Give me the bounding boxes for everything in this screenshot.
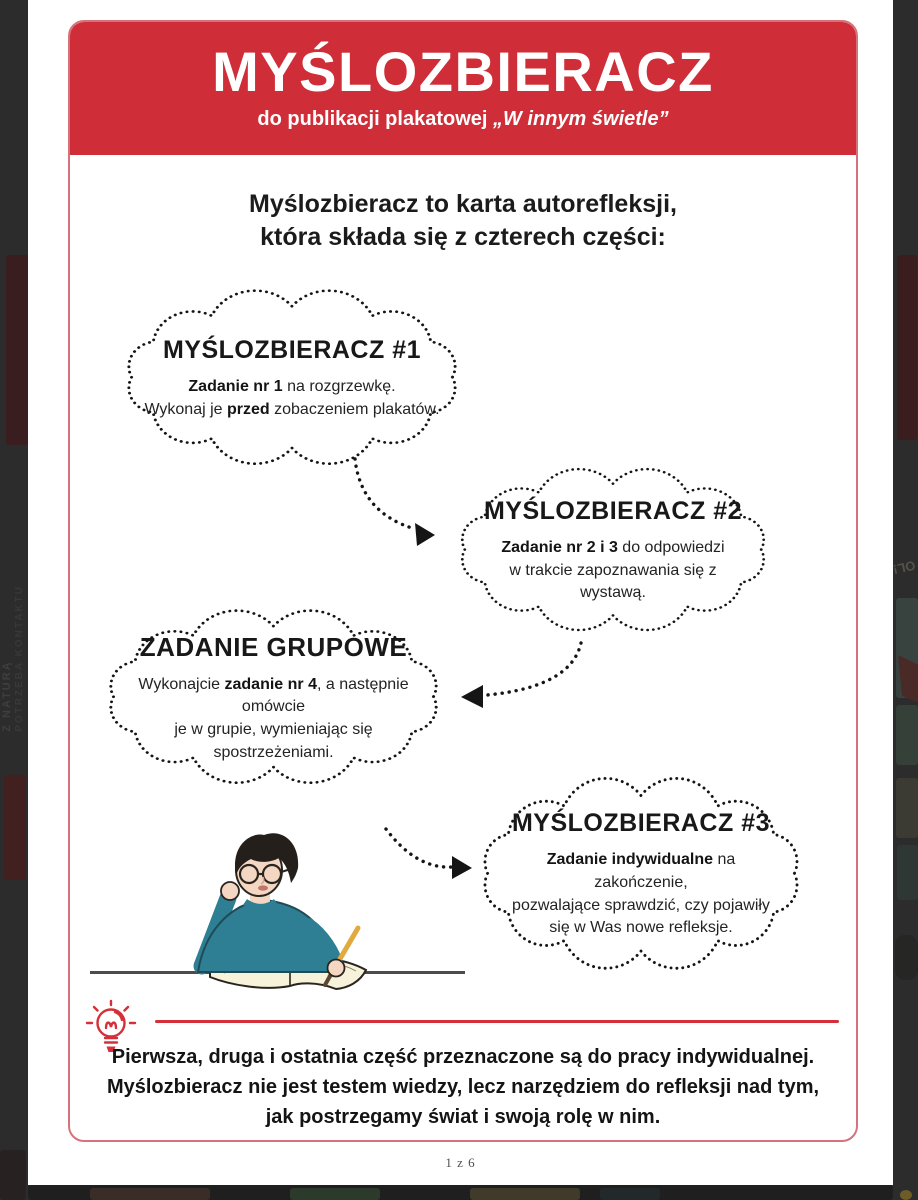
background-text: Z NATURĄ [1, 660, 13, 732]
background-bottom-fragment [900, 1190, 912, 1200]
thought-cloud-1 [108, 283, 476, 468]
person-writing-illustration [112, 830, 452, 1000]
cloud-3-text: je w grupie, wymieniając się spostrzeżeniami. [174, 721, 373, 761]
background-text: OL! [891, 557, 917, 578]
card-header [70, 22, 856, 155]
thought-cloud-4 [465, 770, 817, 973]
thought-cloud-2 [443, 462, 783, 634]
cloud-2-bold: Zadanie nr 2 i 3 [501, 538, 618, 556]
intro-text [68, 188, 858, 254]
background-bottom-fragment [470, 1188, 580, 1200]
background-thumbnail [0, 1150, 26, 1200]
cloud-2-body [477, 537, 749, 605]
document-page [28, 0, 893, 1185]
cloud-1-text: zobaczeniem plakatów. [269, 400, 440, 418]
footer-line-1: Pierwsza, druga i ostatnia część przeznaczone są do pracy indywidualnej. [111, 1046, 815, 1068]
curved-arrow-1-icon [345, 455, 440, 550]
intro-line-1: Myślozbieracz to karta autorefleksji, [249, 190, 677, 218]
page-number: 1 z 6 [445, 1155, 476, 1170]
page-subtitle [70, 108, 856, 131]
cloud-3-body [124, 674, 423, 765]
cloud-4-text: pozwalające sprawdzić, czy pojawiły [512, 896, 770, 914]
cloud-3-bold: zadanie nr 4 [224, 675, 317, 693]
background-bottom-fragment [600, 1188, 660, 1200]
page-title: MYŚLOZBIERACZ [212, 40, 714, 103]
background-poster-fragment [897, 845, 918, 900]
background-text: POTRZEBA KONTAKTU [14, 585, 25, 732]
cloud-4-bold: Zadanie indywidualne [546, 851, 713, 869]
cloud-4-body [499, 849, 783, 940]
background-poster-fragment [896, 705, 918, 765]
background-thumbnail [897, 255, 917, 440]
background-bottom-fragment [290, 1188, 380, 1200]
background-poster-fragment [896, 778, 918, 838]
curved-arrow-2-icon [455, 635, 590, 710]
background-bottom-fragment [90, 1188, 210, 1200]
cloud-4-text: na zakończenie, [594, 851, 736, 891]
cloud-3-text: , a następnie omówcie [241, 675, 409, 716]
cloud-4-title: MYŚLOZBIERACZ #3 [511, 809, 771, 838]
cloud-1-bold: Zadanie nr 1 [188, 377, 283, 395]
footer-note [68, 1042, 858, 1132]
background-thumbnail [6, 255, 28, 445]
cloud-1-text: Wykonaj je [144, 400, 227, 418]
cloud-1-bold: przed [227, 400, 270, 418]
cloud-1-body [144, 376, 439, 421]
footer-line-3: jak postrzegamy świat i swoją rolę w nim. [265, 1106, 661, 1128]
background-vertical-text [1, 585, 25, 732]
cloud-1-text: na rozgrzewkę. [282, 377, 396, 395]
cloud-2-text: w trakcie zapoznawania się z wystawą. [509, 561, 717, 602]
background-thumbnail [895, 935, 918, 980]
cloud-4-text: się w Was nowe refleksje. [549, 919, 733, 937]
intro-line-2: która składa się z czterech części: [260, 223, 666, 251]
cloud-3-title: ZADANIE GRUPOWE [139, 631, 408, 662]
subtitle-quote: „W innym świetle” [493, 108, 669, 130]
cloud-3-text: Wykonajcie [138, 675, 225, 693]
cloud-1-title: MYŚLOZBIERACZ #1 [162, 335, 422, 364]
thought-cloud-3 [90, 603, 457, 787]
footer-line-2: Myślozbieracz nie jest testem wiedzy, lecz narzędziem do refleksji nad tym, [106, 1076, 820, 1098]
cloud-2-title: MYŚLOZBIERACZ #2 [483, 496, 743, 525]
background-thumbnail [4, 775, 26, 880]
subtitle-prefix: do publikacji plakatowej [257, 108, 493, 130]
cloud-2-text: do odpowiedzi [617, 538, 725, 556]
divider-line [155, 1020, 839, 1023]
